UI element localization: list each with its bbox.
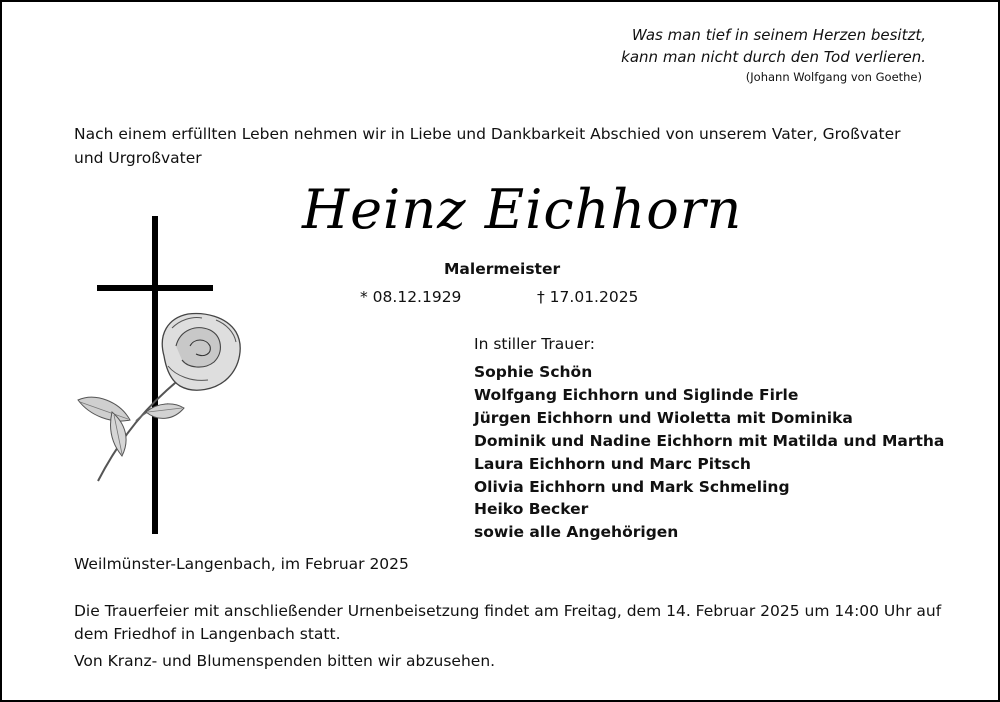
birth-date: * 08.12.1929 bbox=[360, 288, 462, 306]
quote-author: (Johann Wolfgang von Goethe) bbox=[745, 70, 922, 84]
rose-icon bbox=[78, 314, 240, 481]
place-date: Weilmünster-Langenbach, im Februar 2025 bbox=[74, 555, 409, 573]
mourner-name: Wolfgang Eichhorn und Siglinde Firle bbox=[474, 385, 799, 404]
mourner-name: Olivia Eichhorn und Mark Schmeling bbox=[474, 477, 790, 496]
intro-text: Nach einem erfüllten Leben nehmen wir in Liebe und Dankbarkeit Abschied von unserem Vater, Großvater und Urgroßvater bbox=[74, 125, 901, 167]
mourner-name: Heiko Becker bbox=[474, 500, 589, 519]
death-date: † 17.01.2025 bbox=[537, 288, 639, 306]
cross-icon bbox=[76, 216, 246, 536]
funeral-service-info: Die Trauerfeier mit anschließender Urnenbeisetzung findet am Freitag, dem 14. Februar 2025 um 14:00 Uhr auf dem Friedhof in Langenbach statt. bbox=[74, 602, 942, 643]
mourner-name: Laura Eichhorn und Marc Pitsch bbox=[474, 454, 751, 473]
mourner-name: Dominik und Nadine Eichhorn mit Matilda und Martha bbox=[474, 431, 945, 450]
quote-line-2: kann man nicht durch den Tod verlieren. bbox=[621, 48, 926, 66]
goethe-quote bbox=[621, 24, 926, 86]
quote-line-1: Was man tief in seinem Herzen besitzt, bbox=[631, 26, 926, 44]
mourner-name: sowie alle Angehörigen bbox=[474, 523, 679, 542]
deceased-profession: Malermeister bbox=[444, 260, 561, 278]
mourner-name: Jürgen Eichhorn und Wioletta mit Dominika bbox=[474, 408, 853, 427]
mourning-title: In stiller Trauer: bbox=[474, 335, 595, 353]
deceased-name: Heinz Eichhorn bbox=[302, 178, 743, 241]
mourners-list bbox=[474, 361, 944, 544]
mourner-name: Sophie Schön bbox=[474, 363, 593, 381]
flower-note: Von Kranz- und Blumenspenden bitten wir abzusehen. bbox=[74, 652, 496, 670]
